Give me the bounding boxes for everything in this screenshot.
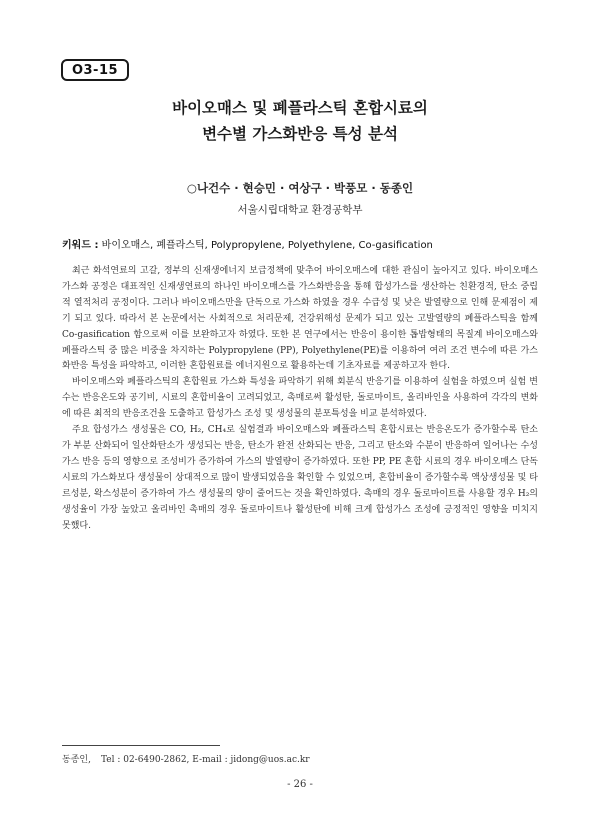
body-paragraph-2: 바이오매스와 폐플라스틱의 혼합원료 가스화 특성을 파악하기 위해 회분식 반응기를 이용하여 실험을 하였으며 실험 변수는 반응온도와 공기비, 시료의 혼합비율이 고려되었고, 촉매로써 활성탄, 돌로마이트, 올리바인을 사용하여 각각의 변화에 따른 최적의 반응조건을 도출하고 합성가스 조성 및 생성물의 분포특성을 비교 분석하였다.: [62, 377, 538, 420]
footnote-name: 동종인,: [62, 755, 91, 765]
page-number: - 26 -: [287, 779, 313, 790]
session-code-badge: O3-15: [61, 59, 129, 81]
body-paragraph-1: 최근 화석연료의 고갈, 정부의 신재생에너지 보급정책에 맞추어 바이오매스에 대한 관심이 높아지고 있다. 바이오매스 가스화 공정은 대표적인 신재생연료의 하나인 바이오매스를 가스화반응을 통해 합성가스를 생산하는 친환경적, 탄소 중립적 열적처리 공정이다. 그러나 바이오매스만을 단독으로 가스화 하였을 경우 수급성 및 낮은 발열량으로 인해 문제점이 제기 되고 있다. 따라서 본 논문에서는 사회적으로 처리문제, 건강위해성 문제가 되고 있는 고발열량의 폐플라스틱을 함께 Co-gasification 함으로써 이를 보완하고자 하였다. 또한 본 연구에서는 반응이 용이한 톱밥형태의 목질계 바이오매스와 폐플라스틱 중 많은 비중을 차지하는 Polypropylene (PP), Polyethylene(PE)를 이용하여 여러 조건 변수에 따른 가스화반응 특성을 파악하고, 이러한 혼합원료를 에너지원으로 활용하는데 기초자료를 제공하고자 한다.: [62, 266, 538, 372]
keywords-line: [62, 236, 542, 251]
keywords-text: 바이오매스, 폐플라스틱, Polypropylene, Polyethylene, Co-gasification: [101, 240, 433, 251]
keywords-label: 키워드 :: [62, 240, 99, 251]
footnote-divider: [62, 745, 220, 746]
abstract-body: [62, 264, 538, 534]
body-paragraph-3: 주요 합성가스 생성물은 CO, H₂, CH₄로 실험결과 바이오매스와 폐플라스틱 혼합시료는 반응온도가 증가할수록 탄소가 부분 산화되어 일산화탄소가 생성되는 반응, 탄소가 완전 산화되는 반응, 그리고 탄소와 수분이 반응하여 일어나는 수성가스 반응 등의 영향으로 조성비가 증가하여 가스의 발열량이 증가하였다. 또한 PP, PE 혼합 시료의 경우 바이오매스 단독 시료의 가스화보다 생성물이 상대적으로 많이 발생되었음을 확인할 수 있었으며, 혼합비율이 증가할수록 액상생성물 및 타르성분, 왁스성분이 증가하여 가스 생성물의 양이 줄어드는 것을 확인하였다. 촉매의 경우 돌로마이트를 사용할 경우 H₂의 생성율이 가장 높았고 올리바인 촉매의 경우 돌로마이트나 활성탄에 비해 크게 합성가스 조성에 긍정적인 영향을 미치지 못했다.: [62, 425, 538, 531]
paper-title-line-1: 바이오매스 및 폐플라스틱 혼합시료의: [172, 99, 428, 117]
footnote-tel: Tel : 02-6490-2862,: [100, 755, 190, 765]
footnote-email: E-mail : jidong@uos.ac.kr: [192, 755, 310, 765]
author-list: ○나건수 · 현승민 · 여상구 · 박풍모 · 동종인: [186, 181, 414, 195]
corresponding-author-footnote: [62, 752, 310, 765]
affiliation: 서울시립대학교 환경공학부: [237, 204, 363, 216]
paper-title-line-2: 변수별 가스화반응 특성 분석: [202, 125, 398, 143]
